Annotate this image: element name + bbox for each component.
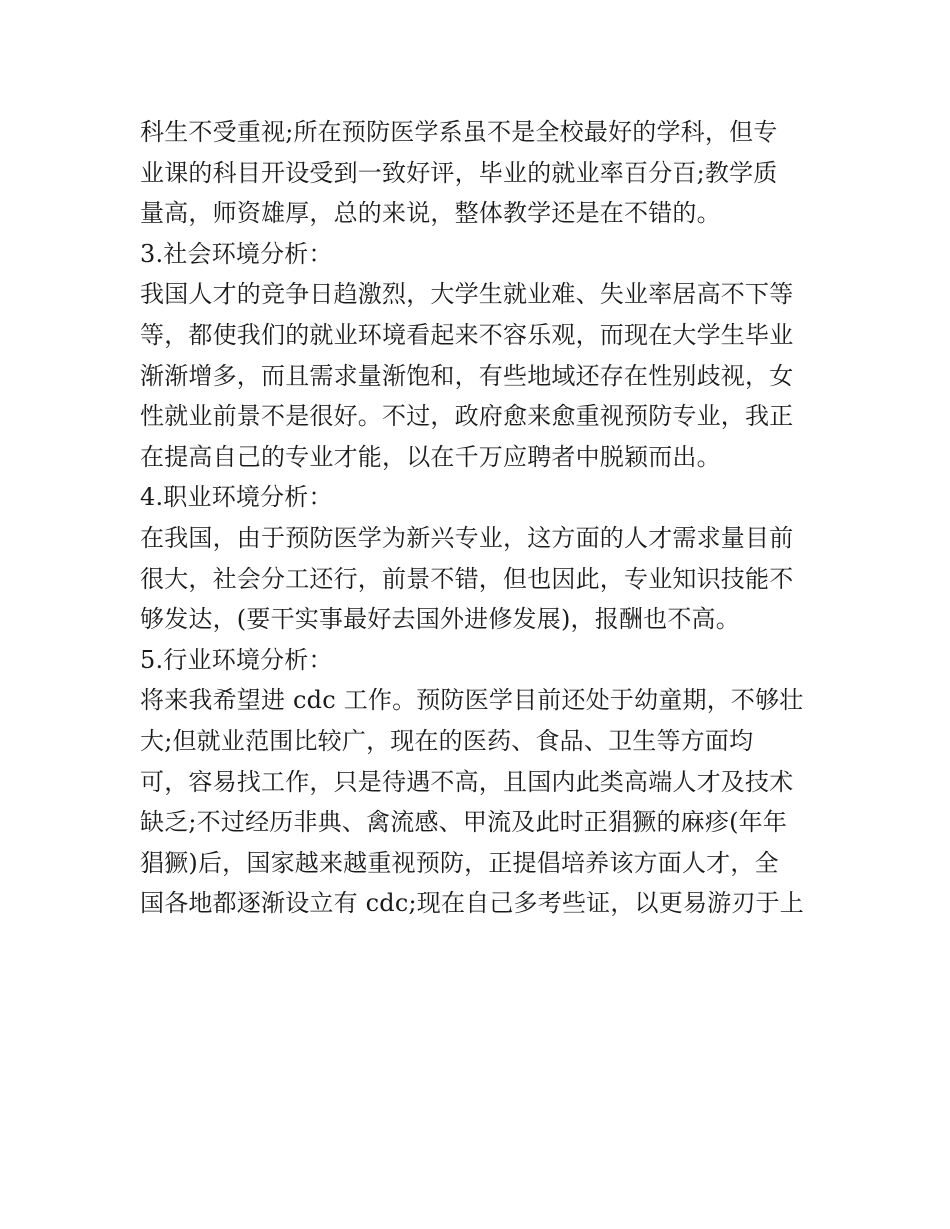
text-line: 性就业前景不是很好。不过，政府愈来愈重视预防专业，我正 bbox=[140, 402, 794, 431]
text-line: 缺乏;不过经历非典、禽流感、甲流及此时正猖獗的麻疹(年年 bbox=[140, 808, 788, 837]
text-line: 在我国，由于预防医学为新兴专业，这方面的人才需求量目前 bbox=[140, 523, 794, 552]
text-line: 将来我希望进 cdc 工作。预防医学目前还处于幼童期，不够壮 bbox=[140, 686, 804, 715]
text-line: 国各地都逐渐设立有 cdc;现在自己多考些证，以更易游刃于上 bbox=[140, 889, 804, 918]
text-line: 在提高自己的专业才能，以在千万应聘者中脱颖而出。 bbox=[140, 442, 721, 471]
text-line: 量高，师资雄厚，总的来说，整体教学还是在不错的。 bbox=[140, 199, 721, 228]
section-heading: 5.行业环境分析： bbox=[140, 645, 333, 674]
text-line: 很大，社会分工还行，前景不错，但也因此，专业知识技能不 bbox=[140, 564, 794, 593]
text-line: 渐渐增多，而且需求量渐饱和，有些地域还存在性别歧视，女 bbox=[140, 361, 794, 390]
text-line: 等，都使我们的就业环境看起来不容乐观，而现在大学生毕业 bbox=[140, 320, 794, 349]
document-body bbox=[140, 112, 820, 924]
text-line: 大;但就业范围比较广，现在的医药、食品、卫生等方面均 bbox=[140, 726, 754, 755]
text-line: 可，容易找工作，只是待遇不高，且国内此类高端人才及技术 bbox=[140, 767, 794, 796]
text-line: 猖獗)后，国家越来越重视预防，正提倡培养该方面人才，全 bbox=[140, 848, 779, 877]
section-heading: 3.社会环境分析： bbox=[140, 239, 333, 268]
section-heading: 4.职业环境分析： bbox=[140, 483, 333, 512]
text-line: 我国人才的竞争日趋激烈，大学生就业难、失业率居高不下等 bbox=[140, 280, 794, 309]
text-line: 够发达，(要干实事最好去国外进修发展)，报酬也不高。 bbox=[140, 605, 740, 634]
text-line: 业课的科目开设受到一致好评，毕业的就业率百分百;教学质 bbox=[140, 158, 778, 187]
text-line: 科生不受重视;所在预防医学系虽不是全校最好的学科，但专 bbox=[140, 118, 778, 146]
